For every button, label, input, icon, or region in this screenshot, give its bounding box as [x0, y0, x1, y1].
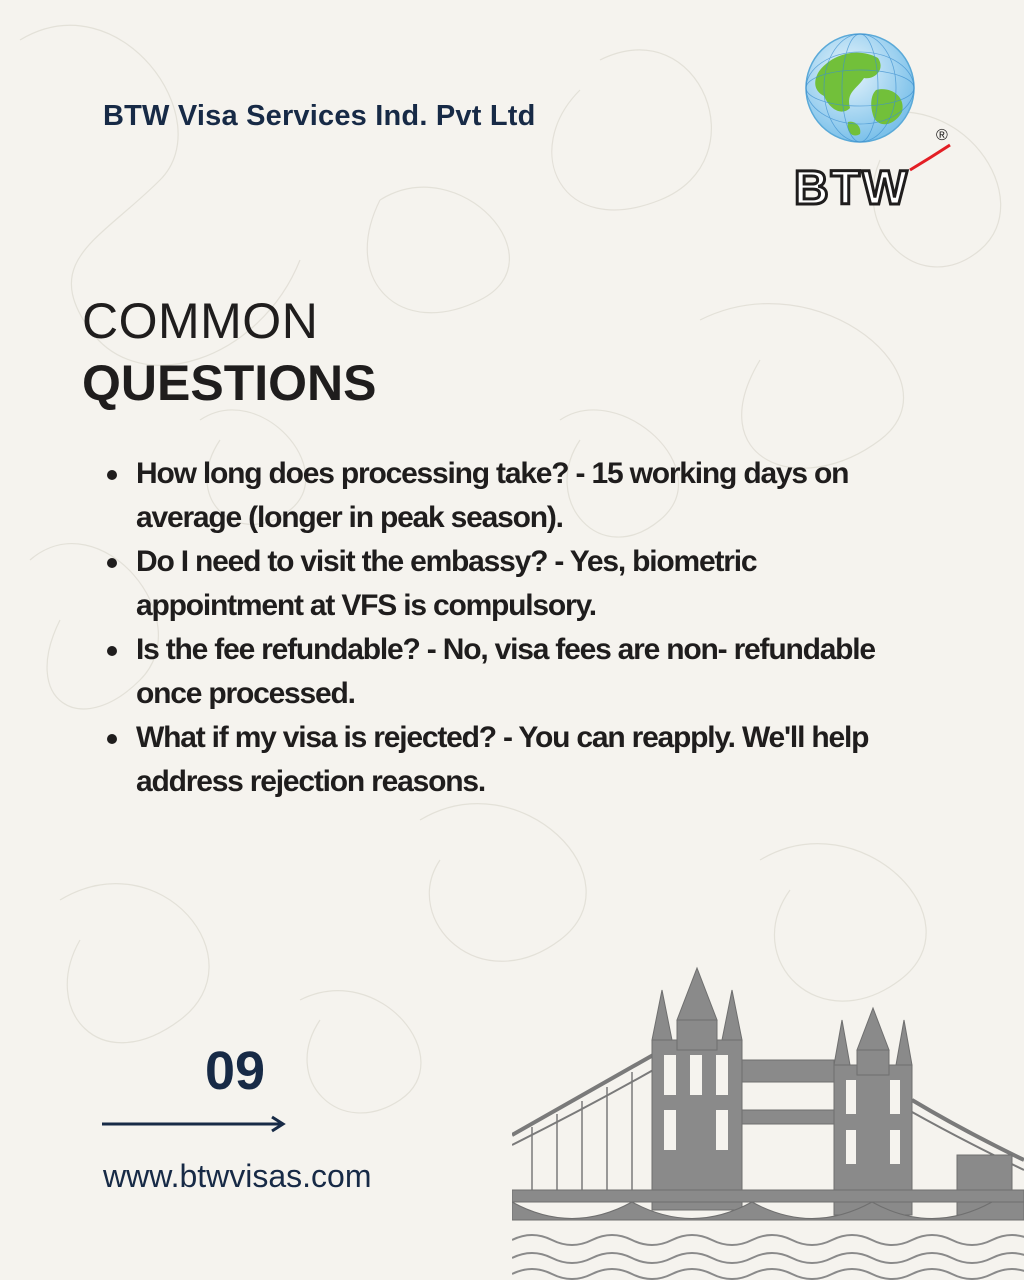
question-line: address rejection reasons. [136, 765, 485, 798]
logo-text: BTW [794, 162, 910, 215]
question-line: average (longer in peak season). [136, 501, 563, 534]
questions-list [136, 452, 1006, 804]
website-url: www.btwvisas.com [103, 1158, 372, 1194]
bullet-icon [107, 558, 117, 568]
question-item [136, 540, 1006, 628]
question-line: How long does processing take? - 15 working days on [136, 457, 849, 490]
registered-mark: ® [936, 127, 948, 144]
question-item [136, 716, 1006, 804]
question-line: What if my visa is rejected? - You can reapply. We'll help [136, 721, 869, 754]
btw-logo [790, 30, 960, 220]
bullet-icon [107, 470, 117, 480]
question-line: once processed. [136, 677, 355, 710]
bullet-icon [107, 646, 117, 656]
tower-bridge-illustration [512, 960, 1024, 1280]
question-item [136, 452, 1006, 540]
bullet-icon [107, 734, 117, 744]
company-name: BTW Visa Services Ind. Pvt Ltd [103, 100, 536, 132]
globe-icon [806, 34, 914, 142]
arrow-right-icon [102, 1114, 288, 1134]
heading-line-2: QUESTIONS [82, 355, 377, 411]
question-item [136, 628, 1006, 716]
question-line: Do I need to visit the embassy? - Yes, biometric [136, 545, 757, 578]
question-line: appointment at VFS is compulsory. [136, 589, 596, 622]
heading-line-1: COMMON [82, 293, 319, 349]
page-number: 09 [205, 1041, 266, 1101]
question-line: Is the fee refundable? - No, visa fees are non- refundable [136, 633, 875, 666]
